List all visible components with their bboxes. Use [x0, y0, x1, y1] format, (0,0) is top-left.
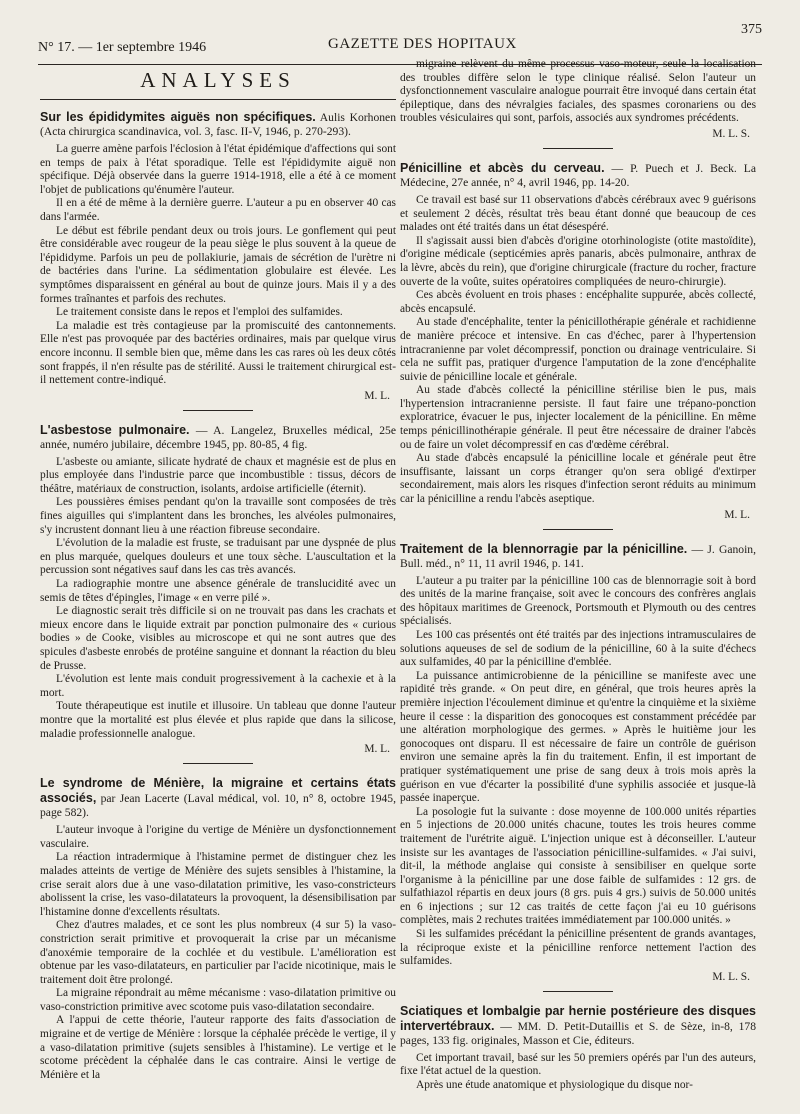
article-separator [543, 529, 613, 530]
article-reference: — J. Ganoin, Bull. méd., n° 11, 11 avril 1946, p. 141. [400, 542, 756, 570]
article-separator [543, 991, 613, 992]
article-separator [543, 148, 613, 149]
article-paragraph: La guerre amène parfois l'éclosion à l'état épidémique d'affections qui sont en temps de paix à l'état sporadique. Telle est l'épididymite aiguë non spécifique. Déjà observée dans la guerre 1914-1918, elle a été à ce moment l'objet de publications qu'énumère l'auteur. [40, 143, 396, 196]
article-heading [40, 110, 396, 139]
article-paragraph: Ce travail est basé sur 11 observations d'abcès cérébraux avec 9 guérisons et seulement 2 décès, résultat très beau étant donné que beaucoup de ces malades ont été traités dans un état désespéré. [400, 193, 756, 234]
article-signature: M. L. S. [712, 127, 750, 140]
article-paragraph: L'auteur a pu traiter par la pénicilline 100 cas de blennorragie soit à bord des unités de la marine française, soit avec le concours des confrères anglais des hôpitaux maritimes de Greenock, Portsmouth et Plymouth ou des centres spécialisés. [400, 574, 756, 628]
article-paragraph: La posologie fut la suivante : dose moyenne de 100.000 unités réparties en 5 injections de 20.000 unités chacune, toutes les trois heures comme traitement de l'urétrite aiguë. L'injection unique est à déconseiller. L'auteur insiste sur les avantages de l'association pénicilline-sulfamides. « J'ai suivi, dit-il, la méthode anglaise qui consiste à sensibiliser en quelque sorte l'organisme à la pénicilline par une dose faible de sulfamides : 12 grs. de sulfathiazol répartis en deux jours (8 grs. puis 4 grs.) suivis de 50.000 unités en 6 injections ; sur 12 cas traités de cette façon j'ai eu 10 guérisons complètes, mais 2 rechutes traitées immédiatement par 100.000 unités. » [400, 805, 756, 927]
article-heading [400, 542, 756, 571]
article-paragraph: La maladie est très contagieuse par la promiscuité des cantonnements. Elle n'est pas provoquée par des bactéries ordinaires, mais par quelque virus encore inconnu. Il semble bien que, même dans les cas rares où les deux côtés sont frappés, il n'en résulte pas de stérilité. Aussi le traitement chirurgical est-il nettement contre-indiqué. [40, 319, 396, 387]
right-column-articles [400, 58, 756, 1093]
article-paragraph: Il en a été de même à la dernière guerre. L'auteur a pu en observer 40 cas dans l'armée. [40, 197, 396, 223]
article-paragraph: Chez d'autres malades, et ce sont les plus nombreux (4 sur 5) la vaso-constriction serait primitive et provoquerait la crise par un mécanisme d'anoxémie temporaire de la cochlée et du vestibule. L'amélioration est obtenue par les vaso-dilatateurs, en particulier par l'acide nicotinique, mais le traitement doit être prolongé. [40, 919, 396, 986]
article-reference: — A. Langelez, Bruxelles médical, 25e année, numéro jubilaire, décembre 1945, pp. 80-85, 4 fig. [40, 423, 396, 451]
article-heading [40, 776, 396, 820]
article-paragraph: L'évolution est lente mais conduit progressivement à la cachexie et à la mort. [40, 673, 396, 699]
article [400, 542, 756, 992]
article-heading [400, 1004, 756, 1048]
article-title: Sur les épididymites aiguës non spécifiques. [40, 110, 316, 124]
article-paragraph: Si les sulfamides précédant la pénicilline présentent de grands avantages, la réciproque existe et la pénicilline renforce nettement l'action des sulfamides. [400, 928, 756, 968]
article-paragraph: Cet important travail, basé sur les 50 premiers opérés par l'un des auteurs, fixe l'état actuel de la question. [400, 1051, 756, 1078]
article-paragraph: Ces abcès évoluent en trois phases : encéphalite suppurée, abcès collecté, abcès encapsulé. [400, 289, 756, 315]
article-reference: — MM. D. Petit-Dutaillis et S. de Sèze, in-8, 178 pages, 133 fig. originales, Masson et Cie, éditeurs. [400, 1019, 756, 1047]
article-signature: M. L. [364, 743, 390, 756]
article-paragraph: Le traitement consiste dans le repos et l'emploi des sulfamides. [56, 306, 343, 319]
article-paragraph: La réaction intradermique à l'histamine permet de distinguer chez les malades atteints de vertige de Ménière des sujets sensibles à l'histamine, la crise serait alors due à une vaso-dilatation primitive, les vaso-constricteurs abolissent la crise, les vaso-dilatateurs la provoquent, la désensibilisation par l'histamine donne d'excellents résultats. [40, 851, 396, 918]
article-title: Traitement de la blennorragie par la pénicilline. [400, 541, 688, 556]
right-column [400, 58, 756, 1106]
section-rule [40, 99, 396, 100]
article-paragraph: Il s'agissait aussi bien d'abcès d'origine otorhinologiste (otite mastoïdite), d'origine médicale (septicémies après panaris, abcès pulmonaire, anthrax de la lèvre, abcès du rein), que d'origine chirurgicale (fracture du rocher, fracture ouverte de la voûte, suites opératoires compliquées de neuro-chirurgie). [400, 234, 756, 288]
article [400, 1004, 756, 1093]
article-paragraph: Le diagnostic serait très difficile si on ne trouvait pas dans les crachats et mieux encore dans le liquide extrait par ponction pulmonaire des « curious bodies » de Cooke, visibles au microscope et qui ne sont autres que des spicules d'asbeste enrobés de protéine sanguine et donnant la réaction du bleu de Prusse. [40, 605, 396, 672]
article-paragraph: L'évolution de la maladie est fruste, se traduisant par une dyspnée de plus en plus marquée, quelques douleurs et une toux sèche. L'auscultation et la percussion sont négatives sauf dans les cas très avancés. [40, 537, 396, 577]
article-title: L'asbestose pulmonaire. [40, 422, 190, 437]
article-paragraph: Au stade d'abcès collecté la pénicilline stérilise bien le pus, mais l'hypertension intracranienne persiste. Il faut faire une trépano-ponction exploratrice, évacuer le pus, injecter localement de la pénicilline. En même temps pénicillinothérapie générale. Il peut être nécessaire de drainer l'abcès ou de faire un volet décompressif en cas d'œdème cérébral. [400, 384, 756, 451]
article [40, 776, 396, 1082]
article-paragraph: Au stade d'encéphalite, tenter la pénicillothérapie générale et rachidienne de manière précoce et intensive. En cas d'échec, parer à l'hypertension intracranienne par volet décompressif, ponction ou drainage ventriculaire. Si cela ne suffit pas, pratiquer d'urgence l'amputation de la zone d'encéphalite suivie de pénicilline locale et générale. [400, 316, 756, 383]
left-column [40, 58, 396, 1106]
article-reference: — P. Puech et J. Beck. La Médecine, 27e année, n° 4, avril 1946, pp. 14-20. [400, 161, 756, 189]
article-reference: Aulis Korhonen (Acta chirurgica scandinavica, vol. 3, fasc. II-V, 1946, p. 270-293). [40, 111, 396, 138]
article-heading [40, 423, 396, 452]
article [400, 58, 756, 149]
article-paragraph: La puissance antimicrobienne de la pénicilline se manifeste avec une rapidité très grande. « On peut dire, en général, que trois heures après la première injection l'écoulement diminue et qu'entre la cinquième et la sixième heure il cesse : la disparition des gonocoques est constamment précédée par une altération morphologique des germes. » Après le huitième jour les gonocoques ont disparu. Il est nécessaire de faire un contrôle de guérison environ une semaine après la fin du traitement. Enfin, il est important de pratiquer systématiquement une prise de sang deux à trois mois après la guérison en vue d'écarter la possibilité d'une syphilis associée et jusque-là passée inaperçue. [400, 669, 756, 805]
journal-title: GAZETTE DES HOPITAUX [328, 36, 517, 52]
article-paragraph: Les poussières émises pendant qu'on la travaille sont composées de très fines aiguilles qui s'implantent dans les bronches, les alvéoles pulmonaires, s'y incrustent donnant lieu à une réaction fibreuse secondaire. [40, 496, 396, 536]
article-paragraph: La radiographie montre une absence générale de translucidité avec un semis de têtes d'épingles, l'image « en verre pilé ». [40, 578, 396, 604]
article-reference: par Jean Lacerte (Laval médical, vol. 10, n° 8, octobre 1945, page 582). [40, 792, 396, 820]
left-column-articles [40, 110, 396, 1082]
article [400, 161, 756, 530]
article-paragraph: L'asbeste ou amiante, silicate hydraté de chaux et magnésie est de plus en plus employée dans l'industrie parce que incombustible : tissus, décors de théâtre, matériaux de construction, isolants, ardoise artificielle (éternit). [40, 455, 396, 495]
article-paragraph: Après une étude anatomique et physiologique du disque nor- [416, 1079, 693, 1092]
article-paragraph: L'auteur invoque à l'origine du vertige de Ménière un dysfonctionnement vasculaire. [40, 824, 396, 850]
article-paragraph: Les 100 cas présentés ont été traités par des injections intramusculaires de solutions aqueuses de sel de sodium de la pénicilline, 60 à la suite d'échecs aux sulfamides, 40 par la pénicilline d'emblée. [400, 629, 756, 669]
article-title: Pénicilline et abcès du cerveau. [400, 160, 605, 175]
article-paragraph: Au stade d'abcès encapsulé la pénicilline locale et générale peut être insuffisante, laissant un corps étranger qu'on sera obligé d'extirper secondairement, mais alors les risques d'infection seront réduits au minimum car la pénicilline a rendu l'abcès aseptique. [400, 452, 756, 506]
article-paragraph: La migraine répondrait au même mécanisme : vaso-dilatation primitive ou vaso-constriction primitive avec scotome puis vaso-dilatation secondaire. [40, 987, 396, 1013]
article-title: Le syndrome de Ménière, la migraine et certains états associés, [40, 776, 396, 806]
article-signature: M. L. [724, 508, 750, 521]
article-paragraph: migraine relèvent du même processus vaso-moteur, seule la localisation des troubles diffère selon le type clinique réalisé. Selon l'auteur un dysfonctionnement vasculaire analogue pourrait être invoqué dans certain état épileptique, dans des névralgies faciales, des spasmes coronariens ou des troubles vésiculaires qui sont, parfois, associés aux syndromes précédents. [400, 58, 756, 125]
article-title: Sciatiques et lombalgie par hernie postérieure des disques intervertébraux. [400, 1003, 756, 1033]
section-title: ANALYSES [140, 68, 296, 92]
article [40, 110, 396, 411]
article-signature: M. L. [364, 389, 390, 402]
article-paragraph: A l'appui de cette théorie, l'auteur rapporte des faits d'association de migraine et de vertige de Ménière : lorsque la céphalée précède le vertige, il y a vaso-dilatation primitive (sujets sensibles à l'histamine). Le vertige et le scotome précèdent la céphalée dans le cas contraire. Ainsi le vertige de Ménière et la [40, 1014, 396, 1081]
article-separator [183, 410, 253, 411]
article-paragraph: Toute thérapeutique est inutile et illusoire. Un tableau que donne l'auteur montre que la mortalité est plus élevée et plus rapide que dans la silicose, maladie professionnelle analogue. [40, 700, 396, 740]
article-separator [183, 763, 253, 764]
issue-label: N° 17. — 1er septembre 1946 [38, 40, 207, 55]
article-heading [400, 161, 756, 190]
article [40, 423, 396, 764]
page-number: 375 [741, 22, 762, 37]
article-signature: M. L. S. [712, 970, 750, 983]
article-paragraph: Le début est fébrile pendant deux ou trois jours. Le gonflement qui peut être considérable avec rougeur de la peau siège le plus souvent à la queue de l'épididyme. Parfois un peu de pollakiurie, jamais de sécrétion de l'urètre ni de bactéries dans l'urine. La sédimentation globulaire est élevée. Les symptômes disparaissent en général au bout de quinze jours. Mais il y a des formes traînantes et parfois des rechutes. [40, 224, 396, 305]
